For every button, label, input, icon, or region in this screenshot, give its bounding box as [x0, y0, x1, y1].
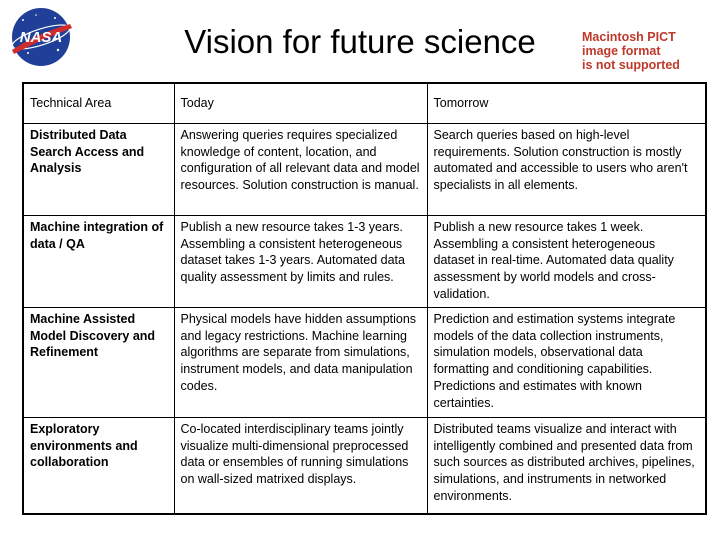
- table-header-row: [23, 83, 706, 124]
- pict-line: is not supported: [582, 58, 680, 72]
- today-cell: Publish a new resource takes 1-3 years. Assembling a consistent heterogeneous dataset takes 1-3 years. Automated data quality assessment by limits and rules.: [174, 216, 427, 308]
- logo-wordmark: NASA: [19, 29, 63, 46]
- nasa-meatball-icon: [6, 6, 76, 68]
- tomorrow-cell: Prediction and estimation systems integrate models of the data collection instruments, simulation models, observational data formatting and conditioning capabilities. Predictions and estimates with known certainties.: [427, 308, 706, 418]
- pict-unsupported-placeholder: [582, 30, 708, 72]
- technical-area-cell: Machine integration of data / QA: [23, 216, 174, 308]
- technical-area-cell: Distributed Data Search Access and Analysis: [23, 124, 174, 216]
- today-cell: Physical models have hidden assumptions and legacy restrictions. Machine learning algorithms are separate from simulations, instrument models, and data manipulation codes.: [174, 308, 427, 418]
- tomorrow-cell: Distributed teams visualize and interact with intelligently combined and presented data from such sources as distributed archives, pipelines, simulations, and instruments in networked environments.: [427, 418, 706, 514]
- pict-line: Macintosh PICT: [582, 30, 676, 44]
- tomorrow-cell: Publish a new resource takes 1 week. Assembling a consistent heterogeneous dataset in real-time. Automated data quality assessment by world models and cross-validation.: [427, 216, 706, 308]
- column-header-tomorrow: Tomorrow: [427, 83, 706, 124]
- table-row: [23, 308, 706, 418]
- table-row: [23, 418, 706, 514]
- column-header-today: Today: [174, 83, 427, 124]
- table-row: [23, 124, 706, 216]
- page-title: Vision for future science: [184, 23, 536, 60]
- nasa-logo: [6, 6, 76, 68]
- pict-line: image format: [582, 44, 661, 58]
- column-header-technical-area: Technical Area: [23, 83, 174, 124]
- today-cell: Answering queries requires specialized knowledge of content, location, and configuration of all relevant data and model resources. Solution construction is manual.: [174, 124, 427, 216]
- table-row: [23, 216, 706, 308]
- technical-area-cell: Exploratory environments and collaboration: [23, 418, 174, 514]
- technical-area-cell: Machine Assisted Model Discovery and Refinement: [23, 308, 174, 418]
- today-cell: Co-located interdisciplinary teams jointly visualize multi-dimensional preprocessed data or ensembles of running simulations on wall-sized matrixed displays.: [174, 418, 427, 514]
- tomorrow-cell: Search queries based on high-level requirements. Solution construction is mostly automated and accessible to users who aren't specialists in all elements.: [427, 124, 706, 216]
- vision-table: [22, 82, 707, 515]
